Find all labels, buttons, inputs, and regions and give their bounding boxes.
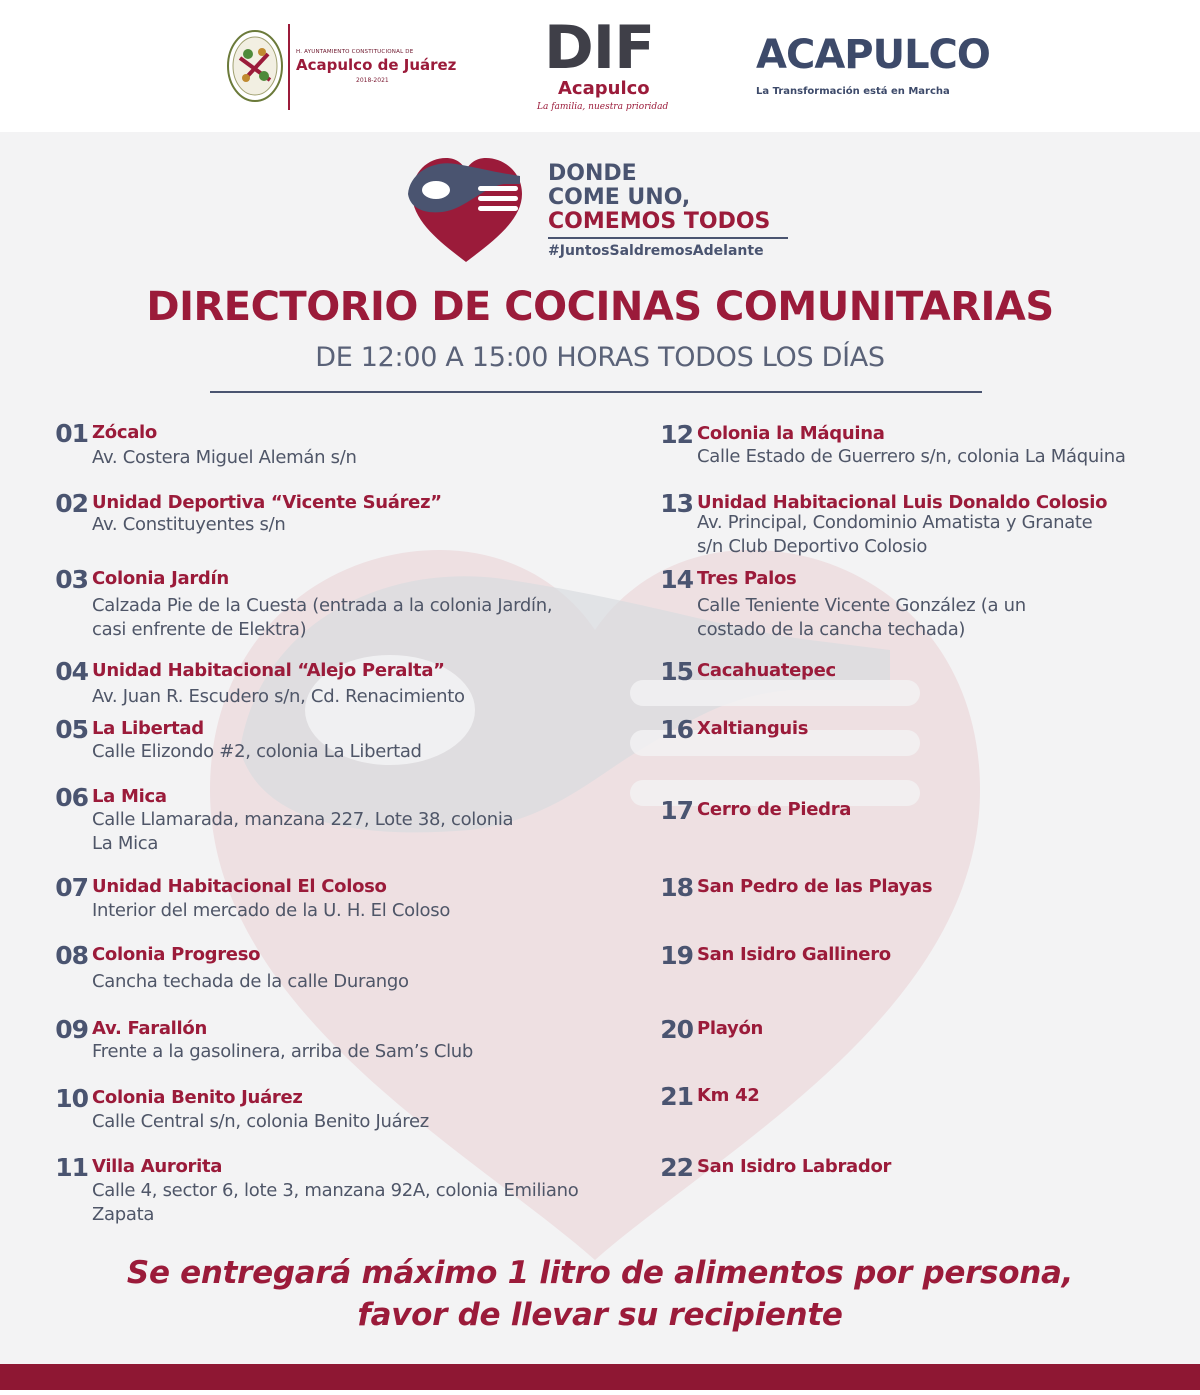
entry-number: 03 — [55, 565, 88, 594]
entry-address-line: Calle Elizondo #2, colonia La Libertad — [92, 741, 422, 762]
dif-wordmark: DIF — [544, 13, 655, 83]
directory-entry — [653, 1154, 1200, 1234]
entry-number: 17 — [660, 796, 693, 825]
directory-entry — [653, 716, 1200, 796]
directory-entry — [48, 420, 628, 500]
directory-entry — [48, 1085, 628, 1165]
entry-number: 15 — [660, 657, 693, 686]
entry-number: 19 — [660, 941, 693, 970]
entry-name: San Isidro Labrador — [697, 1156, 892, 1177]
entry-address-line: Av. Constituyentes s/n — [92, 514, 286, 535]
acapulco-wordmark: ACAPULCO — [756, 32, 990, 78]
ayuntamiento-years: 2018-2021 — [356, 77, 389, 84]
entry-number: 14 — [660, 565, 693, 594]
dif-sub: Acapulco — [558, 78, 650, 99]
directory-entry — [48, 1016, 628, 1096]
entry-name: Colonia la Máquina — [697, 423, 885, 444]
directory-entry — [48, 490, 628, 570]
page-title: DIRECTORIO DE COCINAS COMUNITARIAS — [146, 284, 1054, 330]
entry-name: La Libertad — [92, 718, 204, 739]
acapulco-logo — [752, 32, 990, 104]
heart-fork-icon — [404, 150, 528, 266]
entry-number: 05 — [55, 715, 88, 744]
entry-name: Playón — [697, 1018, 764, 1039]
entry-number: 10 — [55, 1084, 88, 1113]
entry-number: 07 — [55, 873, 88, 902]
entry-name: La Mica — [92, 786, 167, 807]
entry-name: Colonia Jardín — [92, 568, 229, 589]
header-band — [0, 0, 1200, 132]
entry-address-line: costado de la cancha techada) — [697, 619, 966, 640]
entry-name: San Isidro Gallinero — [697, 944, 891, 965]
directory-entry — [48, 942, 628, 1022]
entry-address-line: Av. Costera Miguel Alemán s/n — [92, 447, 357, 468]
entry-number: 09 — [55, 1015, 88, 1044]
footer-note-line-1: Se entregará máximo 1 litro de alimentos por persona, — [126, 1255, 1074, 1291]
directory-entry — [653, 490, 1200, 570]
campaign-rule — [548, 237, 788, 239]
dif-tagline: La familia, nuestra prioridad — [537, 102, 669, 112]
campaign-block — [404, 150, 804, 270]
entry-name: Av. Farallón — [92, 1018, 207, 1039]
campaign-line-1: DONDE — [548, 161, 637, 186]
bottom-band — [0, 1364, 1200, 1390]
ayuntamiento-seal-icon — [226, 28, 284, 104]
entry-number: 01 — [55, 419, 88, 448]
entry-number: 13 — [660, 489, 693, 518]
entry-address-line: La Mica — [92, 833, 159, 854]
entry-address-line: Frente a la gasolinera, arriba de Sam’s Club — [92, 1041, 474, 1062]
entry-name: Km 42 — [697, 1085, 760, 1106]
entry-address-line: Zapata — [92, 1204, 155, 1225]
entry-number: 22 — [660, 1153, 693, 1182]
entry-name: Villa Aurorita — [92, 1156, 223, 1177]
entry-name: Xaltianguis — [697, 718, 809, 739]
footer-note-line-2: favor de llevar su recipiente — [357, 1297, 843, 1333]
directory-entry — [48, 566, 628, 646]
entry-address-line: Calle Estado de Guerrero s/n, colonia La Máquina — [697, 446, 1126, 467]
campaign-line-2: COME UNO, — [548, 185, 691, 210]
entry-address-line: Interior del mercado de la U. H. El Coloso — [92, 900, 451, 921]
entry-name: Unidad Deportiva “Vicente Suárez” — [92, 492, 442, 513]
entry-number: 18 — [660, 873, 693, 902]
entry-name: Colonia Benito Juárez — [92, 1087, 303, 1108]
directory-entry — [653, 942, 1200, 1022]
entry-address-line: s/n Club Deportivo Colosio — [697, 536, 928, 557]
entry-name: Colonia Progreso — [92, 944, 261, 965]
entry-name: Cacahuatepec — [697, 660, 836, 681]
entry-address-line: Cancha techada de la calle Durango — [92, 971, 409, 992]
page-subtitle: DE 12:00 A 15:00 HORAS TODOS LOS DÍAS — [315, 342, 885, 373]
entry-number: 21 — [660, 1082, 693, 1111]
title-rule — [210, 391, 982, 393]
entry-name: Unidad Habitacional “Alejo Peralta” — [92, 660, 445, 681]
acapulco-tagline: La Transformación está en Marcha — [756, 86, 950, 97]
entry-number: 02 — [55, 489, 88, 518]
directory-entry — [653, 1083, 1200, 1163]
entry-address-line: Av. Juan R. Escudero s/n, Cd. Renacimiento — [92, 686, 465, 707]
directory-entry — [653, 566, 1200, 646]
entry-number: 04 — [55, 657, 88, 686]
ayuntamiento-small-text: H. AYUNTAMIENTO CONSTITUCIONAL DE — [296, 49, 414, 55]
directory-entry — [653, 797, 1200, 877]
entry-name: San Pedro de las Playas — [697, 876, 933, 897]
entry-address-line: Calle Llamarada, manzana 227, Lote 38, colonia — [92, 809, 514, 830]
entry-address-line: casi enfrente de Elektra) — [92, 619, 307, 640]
campaign-hashtag: #JuntosSaldremosAdelante — [548, 243, 764, 259]
entry-address-line: Av. Principal, Condominio Amatista y Granate — [697, 512, 1093, 533]
directory-entry — [48, 1154, 628, 1234]
campaign-line-3: COMEMOS TODOS — [548, 209, 771, 234]
entry-number: 16 — [660, 715, 693, 744]
ayuntamiento-divider — [288, 24, 290, 110]
entry-name: Cerro de Piedra — [697, 799, 852, 820]
entry-number: 11 — [55, 1153, 88, 1182]
entry-name: Tres Palos — [697, 568, 797, 589]
ayuntamiento-name: Acapulco de Juárez — [296, 56, 457, 74]
dif-logo — [530, 13, 680, 116]
ayuntamiento-logo — [226, 24, 466, 112]
entry-name: Zócalo — [92, 422, 157, 443]
entry-address-line: Calle Central s/n, colonia Benito Juárez — [92, 1111, 429, 1132]
directory-entry — [48, 784, 628, 864]
entry-address-line: Calzada Pie de la Cuesta (entrada a la colonia Jardín, — [92, 595, 553, 616]
entry-address-line: Calle Teniente Vicente González (a un — [697, 595, 1026, 616]
entry-name: Unidad Habitacional El Coloso — [92, 876, 387, 897]
entry-number: 08 — [55, 941, 88, 970]
bottom-edge — [0, 1390, 1200, 1395]
entry-address-line: Calle 4, sector 6, lote 3, manzana 92A, colonia Emiliano — [92, 1180, 579, 1201]
entry-number: 06 — [55, 783, 88, 812]
entry-number: 20 — [660, 1015, 693, 1044]
entry-number: 12 — [660, 420, 693, 449]
directory-entry — [653, 421, 1200, 501]
entry-name: Unidad Habitacional Luis Donaldo Colosio — [697, 492, 1108, 513]
